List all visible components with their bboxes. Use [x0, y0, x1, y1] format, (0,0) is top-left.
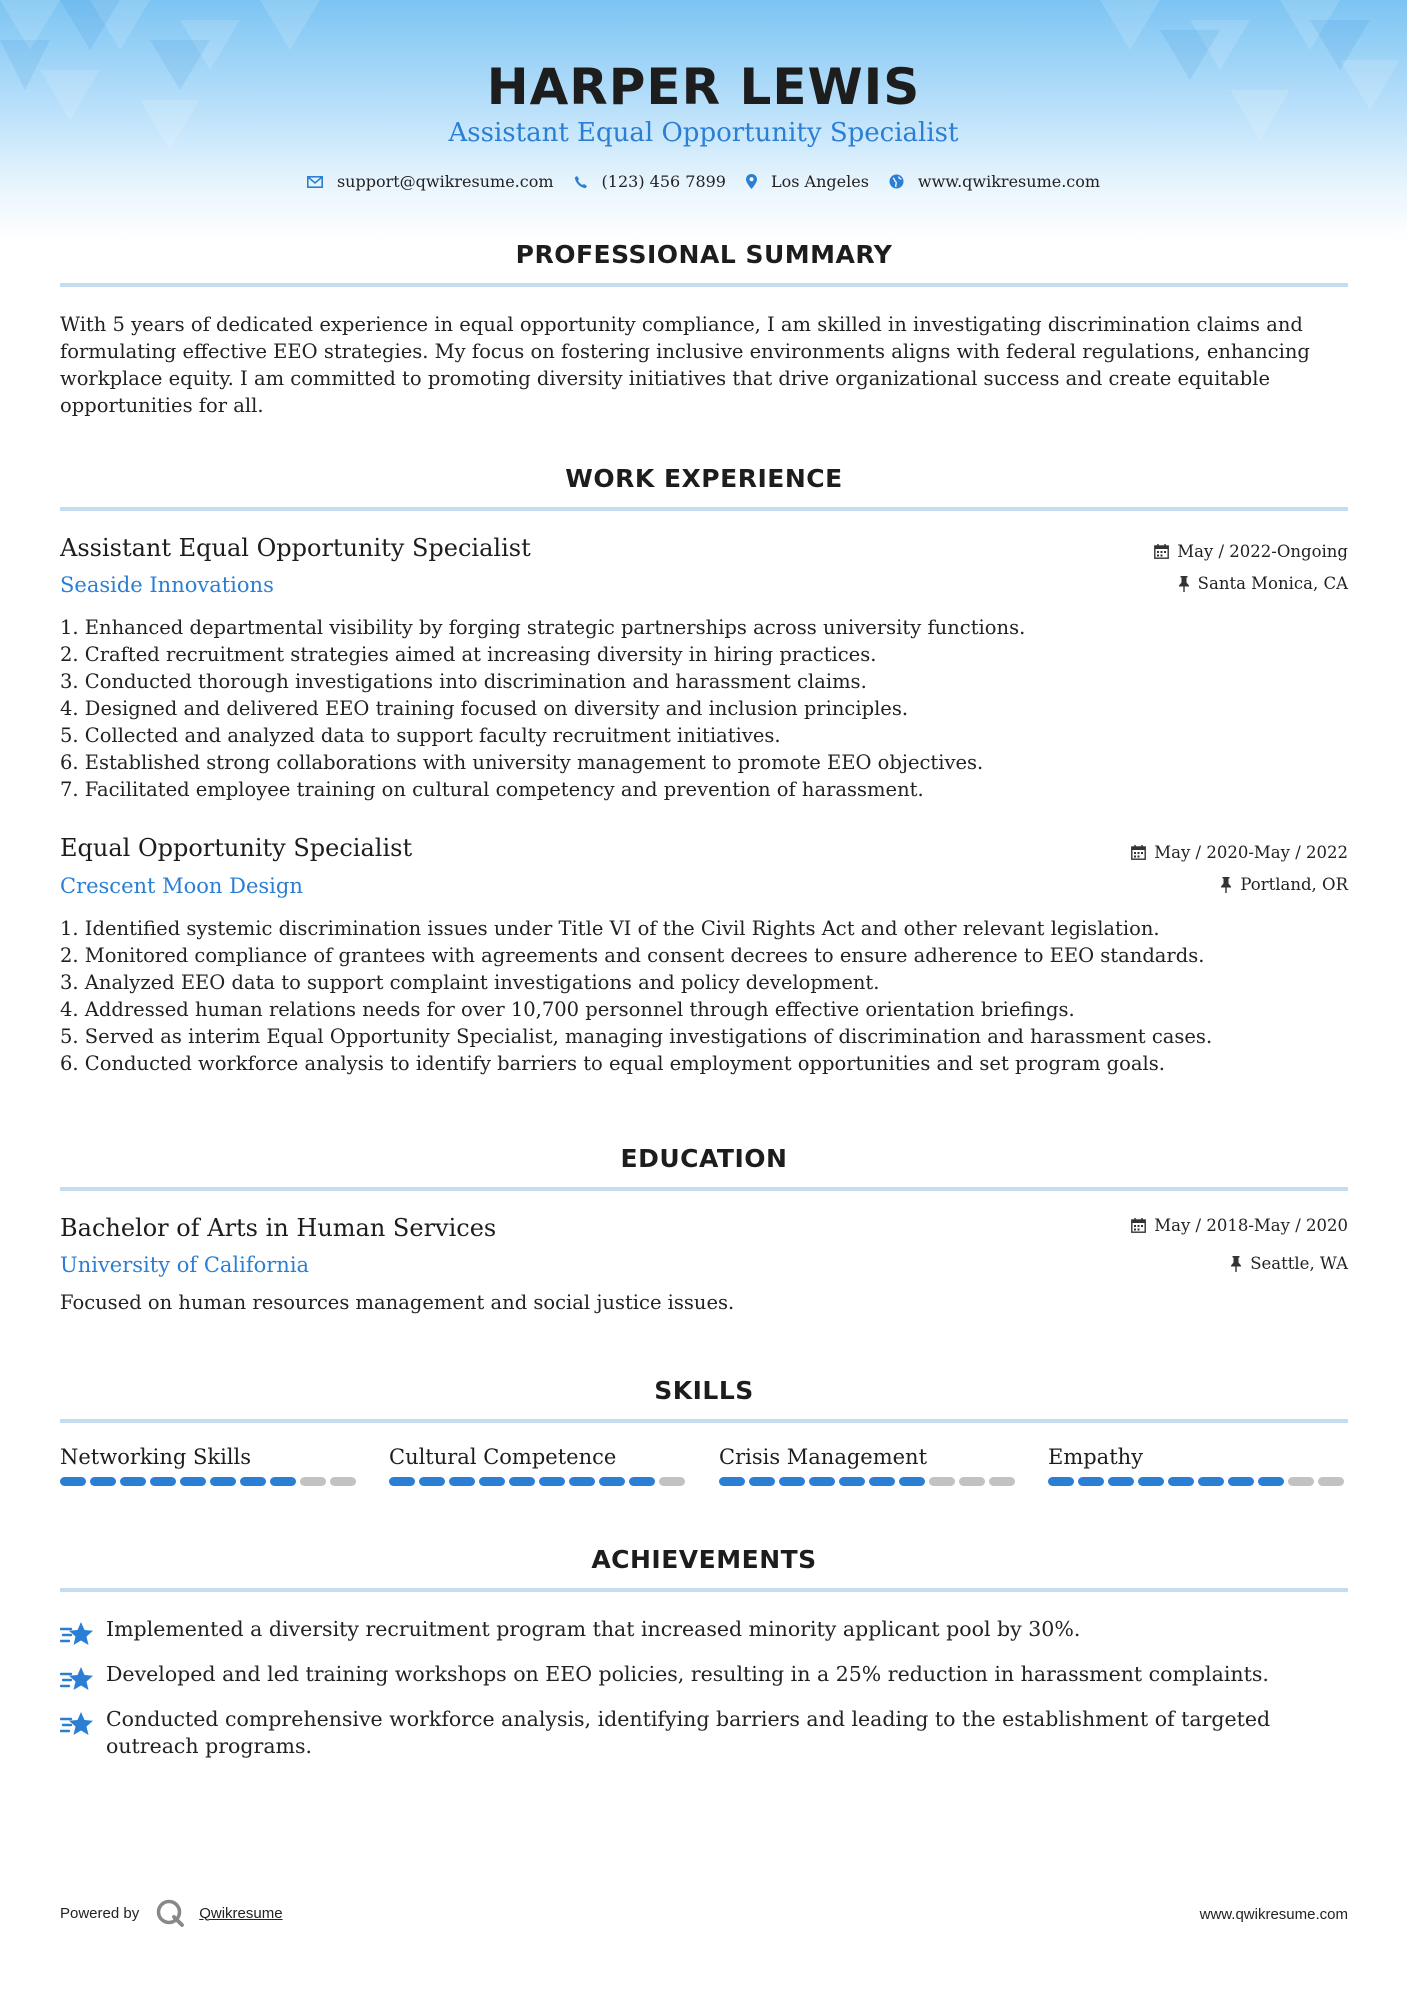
location-pin-icon	[746, 174, 757, 189]
achievement-item	[60, 1616, 1350, 1652]
skill-segment-filled	[719, 1477, 745, 1486]
qwikresume-logo-icon	[155, 1898, 185, 1928]
skill-segment-filled	[869, 1477, 895, 1486]
job-bullet: 1. Enhanced departmental visibility by forging strategic partnerships across university functions.	[60, 616, 1026, 639]
job-bullets	[60, 915, 1350, 1077]
shooting-star-icon	[60, 1710, 94, 1738]
skill-segment-filled	[749, 1477, 775, 1486]
skill-segment-filled	[839, 1477, 865, 1486]
skill-segment-filled	[479, 1477, 505, 1486]
job-bullet: 2. Monitored compliance of grantees with agreements and consent decrees to ensure adherence to EEO standards.	[60, 944, 1205, 967]
skill-segment-filled	[899, 1477, 925, 1486]
calendar-icon	[1131, 1218, 1146, 1233]
job-bullet: 4. Designed and delivered EEO training focused on diversity and inclusion principles.	[60, 697, 909, 720]
summary-text: With 5 years of dedicated experience in equal opportunity compliance, I am skilled in investigating discrimination claims and formulating effective EEO strategies. My focus on fostering inclusive environments aligns with federal regulations, enhancing workplace equity. I am committed to promoting diversity initiatives that drive organizational success and create equitable opportunities for all.	[60, 313, 1310, 417]
achievement-text: Conducted comprehensive workforce analysis, identifying barriers and leading to the establishment of targeted outreach programs.	[106, 1707, 1271, 1758]
skill-name: Empathy	[1048, 1445, 1144, 1469]
powered-by-label: Powered by	[60, 1904, 140, 1922]
skill-segment-filled	[419, 1477, 445, 1486]
skill-segment-filled	[1138, 1477, 1164, 1486]
skill-level-bar	[389, 1477, 689, 1486]
skill-segment-filled	[539, 1477, 565, 1486]
skill-segment-empty	[1288, 1477, 1314, 1486]
skill-segment-filled	[1168, 1477, 1194, 1486]
skill-segment-filled	[1228, 1477, 1254, 1486]
job-location-text: Santa Monica, CA	[1197, 574, 1348, 593]
skill-segment-empty	[989, 1477, 1015, 1486]
education-school: University of California	[60, 1253, 310, 1277]
education-location-text: Seattle, WA	[1250, 1254, 1348, 1273]
pushpin-icon	[1230, 1256, 1242, 1272]
job-title: Equal Opportunity Specialist	[60, 834, 413, 862]
footer-powered-by	[60, 1898, 283, 1928]
contact-phone-text: (123) 456 7899	[601, 172, 726, 191]
skill-segment-filled	[779, 1477, 805, 1486]
job-bullet: 4. Addressed human relations needs for over 10,700 personnel through effective orientation briefings.	[60, 998, 1075, 1021]
education-description: Focused on human resources management and social justice issues.	[60, 1291, 735, 1314]
skill-level-bar	[719, 1477, 1019, 1486]
skill-segment-empty	[959, 1477, 985, 1486]
achievements-divider	[60, 1588, 1348, 1592]
skill-segment-filled	[90, 1477, 116, 1486]
skill-segment-filled	[1258, 1477, 1284, 1486]
skill-segment-filled	[1198, 1477, 1224, 1486]
skill-segment-filled	[180, 1477, 206, 1486]
phone-icon	[574, 175, 588, 189]
skills-divider	[60, 1419, 1348, 1423]
skill-segment-filled	[150, 1477, 176, 1486]
contact-location	[746, 172, 869, 191]
skill-segment-filled	[270, 1477, 296, 1486]
achievements-heading: ACHIEVEMENTS	[591, 1545, 817, 1574]
summary-heading: PROFESSIONAL SUMMARY	[515, 240, 893, 269]
achievement-text: Implemented a diversity recruitment program that increased minority applicant pool by 30%.	[106, 1617, 1081, 1641]
skill-level-bar	[60, 1477, 360, 1486]
skill-item	[389, 1445, 689, 1486]
shooting-star-icon	[60, 1665, 94, 1693]
job-bullet: 1. Identified systemic discrimination issues under Title VI of the Civil Rights Act and other relevant legislation.	[60, 917, 1160, 940]
skill-segment-filled	[1078, 1477, 1104, 1486]
skill-segment-filled	[809, 1477, 835, 1486]
skill-segment-empty	[330, 1477, 356, 1486]
achievement-item	[60, 1706, 1350, 1760]
skill-segment-filled	[1108, 1477, 1134, 1486]
skill-segment-empty	[659, 1477, 685, 1486]
contact-phone[interactable]	[574, 172, 726, 191]
skill-segment-empty	[929, 1477, 955, 1486]
skill-segment-empty	[300, 1477, 326, 1486]
summary-divider	[60, 283, 1348, 287]
skill-segment-filled	[599, 1477, 625, 1486]
skills-heading: SKILLS	[654, 1376, 754, 1405]
skill-segment-filled	[240, 1477, 266, 1486]
skill-segment-filled	[60, 1477, 86, 1486]
job-bullet: 6. Established strong collaborations with university management to promote EEO objectives.	[60, 751, 984, 774]
experience-heading: WORK EXPERIENCE	[565, 464, 843, 493]
pushpin-icon	[1220, 877, 1232, 893]
education-date	[1131, 1216, 1348, 1235]
candidate-role: Assistant Equal Opportunity Specialist	[448, 118, 959, 148]
skill-name: Crisis Management	[719, 1445, 928, 1469]
achievement-text: Developed and led training workshops on EEO policies, resulting in a 25% reduction in harassment complaints.	[106, 1662, 1269, 1686]
education-location	[1230, 1254, 1348, 1273]
skill-segment-filled	[449, 1477, 475, 1486]
skill-segment-filled	[120, 1477, 146, 1486]
job-date-text: May / 2020-May / 2022	[1154, 843, 1348, 862]
contact-location-text: Los Angeles	[770, 172, 869, 191]
job-location	[1220, 875, 1348, 894]
education-date-text: May / 2018-May / 2020	[1154, 1216, 1348, 1235]
contact-email-text: support@qwikresume.com	[336, 172, 554, 191]
contact-website-text: www.qwikresume.com	[917, 172, 1101, 191]
job-bullets	[60, 614, 1350, 803]
pushpin-icon	[1178, 576, 1190, 592]
skill-segment-filled	[389, 1477, 415, 1486]
job-title: Assistant Equal Opportunity Specialist	[60, 534, 531, 562]
job-date-text: May / 2022-Ongoing	[1177, 542, 1348, 561]
skill-segment-filled	[629, 1477, 655, 1486]
job-bullet: 6. Conducted workforce analysis to identify barriers to equal employment opportunities and set program goals.	[60, 1052, 1165, 1075]
achievement-item	[60, 1661, 1350, 1697]
calendar-icon	[1154, 544, 1169, 559]
contact-email[interactable]	[307, 172, 554, 191]
contact-bar	[0, 172, 1407, 191]
job-bullet: 2. Crafted recruitment strategies aimed at increasing diversity in hiring practices.	[60, 643, 877, 666]
footer-website[interactable]: www.qwikresume.com	[1199, 1906, 1348, 1923]
education-heading: EDUCATION	[620, 1144, 788, 1173]
skill-segment-filled	[1048, 1477, 1074, 1486]
education-degree: Bachelor of Arts in Human Services	[60, 1214, 497, 1242]
candidate-name: HARPER LEWIS	[486, 58, 921, 116]
skill-segment-filled	[509, 1477, 535, 1486]
globe-icon	[889, 174, 904, 189]
envelope-icon	[307, 176, 323, 188]
skill-item	[719, 1445, 1019, 1486]
skill-segment-filled	[210, 1477, 236, 1486]
job-bullet: 7. Facilitated employee training on cultural competency and prevention of harassment.	[60, 778, 924, 801]
shooting-star-icon	[60, 1620, 94, 1648]
experience-divider	[60, 507, 1348, 511]
skill-name: Networking Skills	[60, 1445, 252, 1469]
job-bullet: 5. Collected and analyzed data to support faculty recruitment initiatives.	[60, 724, 781, 747]
skill-name: Cultural Competence	[389, 1445, 617, 1469]
job-bullet: 3. Analyzed EEO data to support complaint investigations and policy development.	[60, 971, 880, 994]
job-company: Seaside Innovations	[60, 573, 274, 597]
calendar-icon	[1131, 845, 1146, 860]
skill-item	[1048, 1445, 1348, 1486]
job-company: Crescent Moon Design	[60, 874, 303, 898]
brand-link[interactable]: Qwikresume	[199, 1904, 283, 1922]
skill-item	[60, 1445, 360, 1486]
education-divider	[60, 1187, 1348, 1191]
job-location	[1178, 574, 1348, 593]
job-date	[1154, 542, 1348, 561]
job-location-text: Portland, OR	[1240, 875, 1348, 894]
job-bullet: 3. Conducted thorough investigations into discrimination and harassment claims.	[60, 670, 867, 693]
contact-website[interactable]	[889, 172, 1100, 191]
skill-segment-empty	[1318, 1477, 1344, 1486]
job-bullet: 5. Served as interim Equal Opportunity Specialist, managing investigations of discrimination and harassment cases.	[60, 1025, 1213, 1048]
skill-segment-filled	[569, 1477, 595, 1486]
job-date	[1131, 843, 1348, 862]
skill-level-bar	[1048, 1477, 1348, 1486]
